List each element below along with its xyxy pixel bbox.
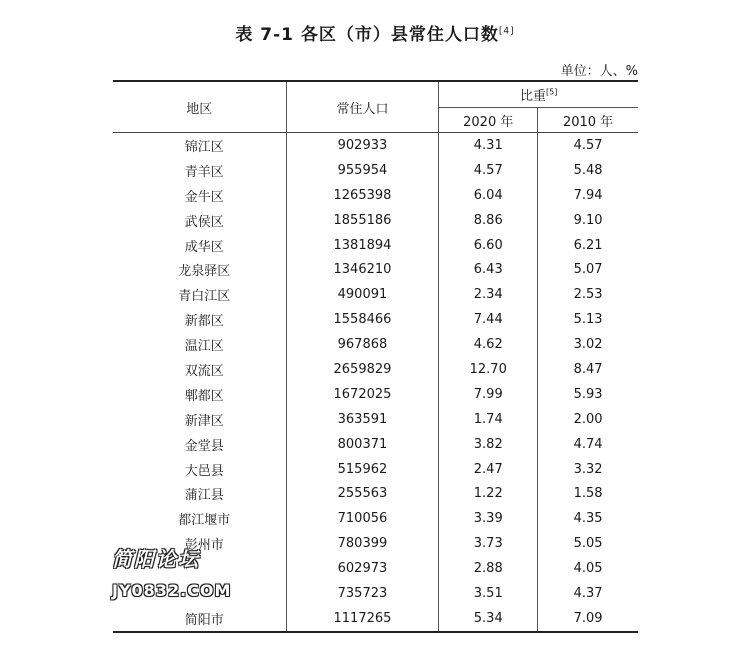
cell-ratio-2020: 8.86 [439,208,538,233]
cell-ratio-2020: 6.43 [439,257,538,282]
cell-ratio-2020: 4.62 [439,332,538,357]
cell-population: 735723 [286,581,439,606]
cell-population: 1265398 [286,183,439,208]
header-ratio [439,81,638,108]
table-row [113,382,638,407]
cell-ratio-2020: 1.22 [439,481,538,506]
header-population: 常住人口 [286,81,439,133]
header-region: 地区 [113,81,286,133]
watermark-text-cn: 简阳论坛 [112,547,200,571]
cell-region: 都江堰市 [178,513,231,529]
cell-region: 新都区 [184,314,224,330]
table-row [113,133,638,158]
title-text: 表 7-1 各区（市）县常住人口数 [235,25,499,45]
header-2010: 2010 年 [538,108,638,133]
cell-ratio-2010: 4.35 [538,506,638,531]
cell-population: 490091 [286,282,439,307]
cell-region: 青白江区 [178,289,231,305]
cell-ratio-2010: 1.58 [538,481,638,506]
header-2020: 2020 年 [439,108,538,133]
table-row [113,481,638,506]
table-row [113,357,638,382]
cell-region: 温江区 [184,339,224,355]
table-title [0,20,750,45]
cell-region: 彭州市 [184,538,224,554]
cell-region: 简阳市 [184,612,224,628]
cell-ratio-2010: 4.74 [538,432,638,457]
cell-population: 515962 [286,457,439,482]
table-row [113,183,638,208]
unit-label: 单位：人、% [560,64,638,79]
cell-ratio-2010: 3.02 [538,332,638,357]
cell-ratio-2010: 5.48 [538,158,638,183]
cell-ratio-2010: 5.13 [538,307,638,332]
cell-ratio-2020: 3.51 [439,581,538,606]
cell-region: 郫都区 [184,388,224,404]
cell-region: 青羊区 [184,164,224,180]
cell-ratio-2020: 5.34 [439,606,538,632]
cell-population: 602973 [286,556,439,581]
cell-ratio-2020: 3.39 [439,506,538,531]
header-ratio-label: 比重 [519,89,546,104]
cell-population: 967868 [286,332,439,357]
cell-population: 363591 [286,407,439,432]
cell-ratio-2020: 2.34 [439,282,538,307]
cell-ratio-2010: 3.32 [538,457,638,482]
cell-ratio-2010: 2.00 [538,407,638,432]
cell-population: 1381894 [286,233,439,258]
cell-ratio-2010: 5.93 [538,382,638,407]
table-row [113,233,638,258]
cell-ratio-2020: 6.60 [439,233,538,258]
cell-ratio-2010: 2.53 [538,282,638,307]
cell-region: 新津区 [184,413,224,429]
cell-ratio-2020: 7.99 [439,382,538,407]
cell-ratio-2020: 6.04 [439,183,538,208]
table-row [113,407,638,432]
cell-region: 龙泉驿区 [178,264,231,280]
cell-population: 1346210 [286,257,439,282]
cell-population: 710056 [286,506,439,531]
table-row [113,432,638,457]
cell-ratio-2020: 3.73 [439,531,538,556]
cell-population: 1117265 [286,606,439,632]
cell-population: 1855186 [286,208,439,233]
table-row [113,282,638,307]
table-row [113,457,638,482]
cell-ratio-2010: 4.05 [538,556,638,581]
table-row [113,332,638,357]
cell-population: 1558466 [286,307,439,332]
cell-ratio-2020: 12.70 [439,357,538,382]
cell-ratio-2010: 7.09 [538,606,638,632]
table-row [113,506,638,531]
cell-region: 成华区 [184,239,224,255]
table-row [113,208,638,233]
cell-population: 1672025 [286,382,439,407]
cell-ratio-2010: 6.21 [538,233,638,258]
table-row [113,158,638,183]
cell-ratio-2020: 2.47 [439,457,538,482]
table-row [113,307,638,332]
cell-ratio-2010: 7.94 [538,183,638,208]
cell-region: 金堂县 [184,438,224,454]
cell-region: 锦江区 [184,139,224,155]
table-row [113,606,638,632]
watermark-text-url: JY0832.COM [112,581,232,600]
cell-ratio-2020: 3.82 [439,432,538,457]
cell-region: 双流区 [184,363,224,379]
cell-population: 780399 [286,531,439,556]
cell-ratio-2020: 4.31 [439,133,538,158]
cell-ratio-2010: 4.37 [538,581,638,606]
cell-ratio-2010: 5.07 [538,257,638,282]
cell-region: 武侯区 [184,214,224,230]
cell-population: 2659829 [286,357,439,382]
cell-ratio-2020: 2.88 [439,556,538,581]
cell-region: 金牛区 [184,189,224,205]
cell-ratio-2010: 8.47 [538,357,638,382]
cell-population: 902933 [286,133,439,158]
header-ratio-footnote: [5] [546,87,558,97]
cell-population: 255563 [286,481,439,506]
cell-ratio-2010: 4.57 [538,133,638,158]
cell-region: 蒲江县 [184,488,224,504]
cell-ratio-2020: 7.44 [439,307,538,332]
cell-ratio-2010: 9.10 [538,208,638,233]
cell-population: 800371 [286,432,439,457]
cell-region: 大邑县 [184,463,224,479]
cell-ratio-2020: 1.74 [439,407,538,432]
cell-population: 955954 [286,158,439,183]
cell-ratio-2020: 4.57 [439,158,538,183]
title-footnote: [4] [498,26,515,37]
cell-ratio-2010: 5.05 [538,531,638,556]
watermark [112,548,231,600]
table-row [113,257,638,282]
